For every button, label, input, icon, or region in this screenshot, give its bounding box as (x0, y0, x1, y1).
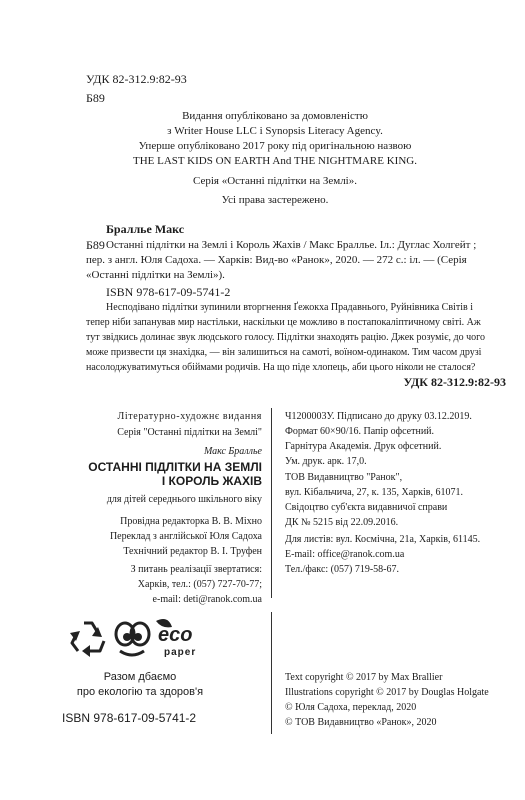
copyright-line: Text copyright © 2017 by Max Brallier (285, 672, 443, 683)
bbk-code: Б89 (86, 91, 105, 105)
copyright-line: © Юля Садоха, переклад, 2020 (285, 702, 417, 713)
vertical-divider (271, 612, 272, 734)
series-label: Серія "Останні підлітки на Землі" (117, 427, 262, 438)
vertical-divider (271, 408, 272, 598)
tech-editor-credit: Технічний редактор В. І. Труфен (123, 546, 262, 557)
publisher-line: вул. Кібальчича, 27, к. 135, Харків, 61071. (285, 487, 464, 498)
print-details (285, 409, 515, 469)
eco-slogan-line: Разом дбаємо (103, 671, 177, 683)
sales-line: З питань реалізації звертатися: (130, 564, 262, 575)
sales-contacts (60, 562, 262, 607)
smiley-eyes-icon (112, 617, 152, 659)
udk-code: УДК 82-312.9:82-93 (86, 72, 187, 86)
catalog-desc-line: «Останні підлітки на Землі»). (86, 269, 225, 281)
book-title-line: ОСТАННІ ПІДЛІТКИ НА ЗЕМЛІ (88, 460, 262, 474)
print-line: Ч1200003У. Підписано до друку 03.12.2019. (285, 411, 472, 422)
publisher-line: Свідоцтво суб'єкта видавничої справи (285, 502, 448, 513)
publisher-line: ДК № 5215 від 22.09.2016. (285, 517, 399, 528)
book-title (60, 460, 262, 488)
pub-note-line: Видання опубліковано за домовленістю (182, 110, 368, 122)
copyright-line: Illustrations copyright © 2017 by Douglas Holgate (285, 687, 489, 698)
catalog-isbn: ISBN 978-617-09-5741-2 (106, 285, 231, 299)
print-line: Гарнітура Академія. Друк офсетний. (285, 441, 442, 452)
book-title-line: І КОРОЛЬ ЖАХІВ (161, 474, 262, 488)
publication-note (60, 109, 490, 208)
sales-line: e-mail: deti@ranok.com.ua (152, 594, 262, 605)
abstract-line: Несподівано підлітки зупинили вторгнення Ґежокха Прадавнього, Руйнівника Світів і (106, 302, 473, 313)
credits (60, 514, 262, 559)
catalog-desc-line: пер. з англ. Юля Садоха. — Харків: Вид-во «Ранок», 2020. — 272 с.: іл. — (Серія (86, 254, 467, 266)
publisher-line: ТОВ Видавництво "Ранок", (285, 472, 403, 483)
catalog-code: Б89 (86, 238, 105, 252)
catalog-desc-line: Останні підлітки на Землі і Король Жахів / Макс Браллье. Іл.: Дуглас Холгейт ; (106, 239, 477, 251)
footer-isbn: ISBN 978-617-09-5741-2 (62, 711, 197, 725)
audience-label: для дітей середнього шкільного віку (106, 494, 262, 505)
catalog-udk: УДК 82-312.9:82-93 (403, 375, 506, 389)
eco-logo-text: eco (158, 624, 193, 646)
editor-credit: Провідна редакторка В. В. Міхно (120, 516, 262, 527)
imprint-author: Макс Браллье (203, 446, 262, 457)
sales-line: Харків, тел.: (057) 727-70-77; (137, 579, 262, 590)
letters-line: E-mail: office@ranok.com.ua (285, 549, 405, 560)
letters-contacts (285, 532, 515, 577)
abstract-line: може призвести ця знахідка, — він залишиться на самоті, воїном-одинаком. Тим часом друзі (86, 347, 482, 358)
translator-credit: Переклад з англійської Юля Садоха (109, 531, 262, 542)
abstract-line: насолоджуватимуться обіймами родичів. На що піде хлопець, аби цього ніколи не сталося? (86, 362, 476, 373)
genre-label: Літературно-художнє видання (117, 411, 262, 422)
print-line: Ум. друк. арк. 17,0. (285, 456, 367, 467)
rights-note: Усі права застережено. (221, 194, 329, 206)
pub-note-line: Уперше опубліковано 2017 року під оригінальною назвою (138, 140, 412, 152)
eco-leaf-icon (150, 617, 210, 661)
recycle-icon (64, 617, 112, 661)
letters-line: Для листів: вул. Космічна, 21а, Харків, 61145. (285, 534, 481, 545)
catalog-author: Браллье Макс (106, 222, 185, 236)
abstract-line: тут звідкись долинає звук людського голосу. Підлітки знаходять рацію. Джек розуміє, до чого (86, 332, 485, 343)
copyright-block (285, 670, 515, 730)
abstract-line: тепер ніби запанував мир настільки, наскільки це можливо в постапокаліптичному світі. Аж (86, 317, 481, 328)
eco-logo-subtext: paper (164, 647, 197, 658)
eco-slogan (60, 670, 220, 700)
publisher-details (285, 470, 515, 530)
series-note: Серія «Останні підлітки на Землі». (193, 175, 357, 187)
eco-slogan-line: про екологію та здоров'я (76, 686, 204, 698)
letters-line: Тел./факс: (057) 719-58-67. (285, 564, 399, 575)
pub-note-line: THE LAST KIDS ON EARTH And THE NIGHTMARE KING. (132, 155, 417, 167)
print-line: Формат 60×90/16. Папір офсетний. (285, 426, 435, 437)
pub-note-line: з Writer House LLC і Synopsis Literacy Agency. (167, 125, 383, 137)
catalog-abstract (86, 300, 506, 375)
copyright-line: © ТОВ Видавництво «Ранок», 2020 (285, 717, 437, 728)
